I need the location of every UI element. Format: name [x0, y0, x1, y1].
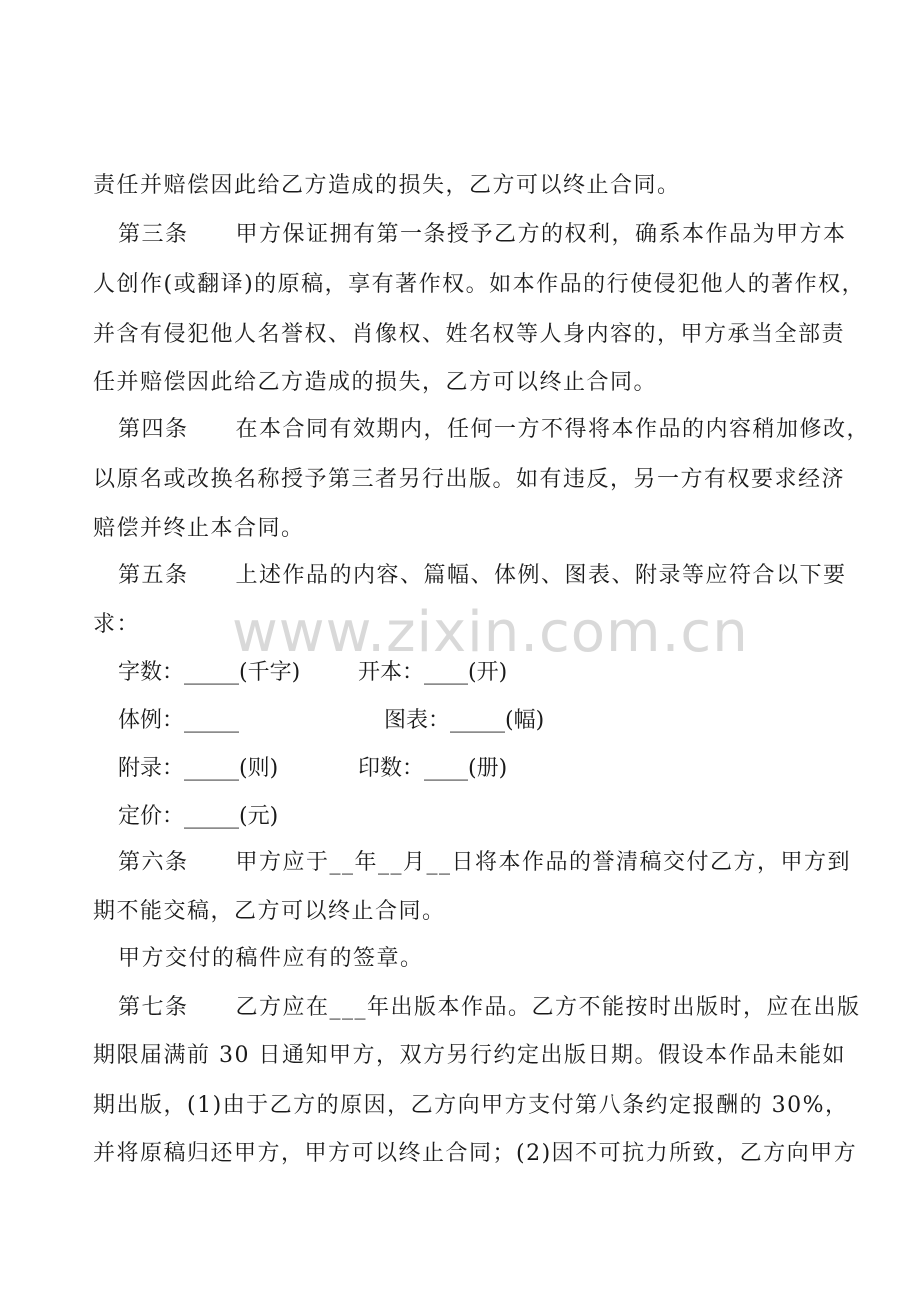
article-7-heading-line: 第七条 乙方应在___年出版本作品。乙方不能按时出版时，应在出版: [118, 995, 861, 1020]
appendix-field: 附录：_____(则): [118, 756, 279, 781]
article-4-heading-line: 第四条 在本合同有效期内，任何一方不得将本作品的内容稍加修改，: [118, 417, 871, 442]
article-5-heading-line: 第五条 上述作品的内容、篇幅、体例、图表、附录等应符合以下要: [118, 563, 847, 588]
article-3-heading-line: 第三条 甲方保证拥有第一条授予乙方的权利，确系本作品为甲方本: [118, 222, 847, 247]
paragraph-line: 求：: [93, 612, 141, 637]
charts-field: 图表：_____(幅): [384, 708, 545, 733]
paragraph-line: 期不能交稿，乙方可以终止合同。: [93, 899, 446, 924]
word-count-field: 字数：_____(千字): [118, 660, 301, 685]
paragraph-line: 任并赔偿因此给乙方造成的损失，乙方可以终止合同。: [93, 370, 658, 395]
watermark: www.zixin.com.cn: [232, 600, 749, 665]
paragraph-line: 并含有侵犯他人名誉权、肖像权、姓名权等人身内容的，甲方承当全部责: [93, 322, 846, 347]
paragraph-line: 期出版，(1)由于乙方的原因，乙方向甲方支付第八条约定报酬的 30%，: [93, 1093, 849, 1118]
paragraph-line: 以原名或改换名称授予第三者另行出版。如有违反，另一方有权要求经济: [93, 467, 846, 492]
paragraph-line: 并将原稿归还甲方，甲方可以终止合同；(2)因不可抗力所致，乙方向甲方: [93, 1141, 858, 1166]
style-field: 体例：_____: [118, 708, 240, 733]
paragraph-line: 赔偿并终止本合同。: [93, 516, 305, 541]
article-6-heading-line: 第六条 甲方应于__年__月__日将本作品的誉清稿交付乙方，甲方到: [118, 850, 852, 875]
paragraph-line: 责任并赔偿因此给乙方造成的损失，乙方可以终止合同。: [93, 173, 681, 198]
paragraph-line: 人创作(或翻译)的原稿，享有著作权。如本作品的行使侵犯他人的著作权，: [93, 272, 866, 297]
price-field: 定价：_____(元): [118, 804, 279, 829]
print-run-field: 印数：____(册): [358, 756, 508, 781]
paragraph-line: 期限届满前 30 日通知甲方，双方另行约定出版日期。假设本作品未能如: [93, 1043, 846, 1068]
format-field: 开本：____(开): [358, 660, 508, 685]
paragraph-line: 甲方交付的稿件应有的签章。: [118, 946, 424, 971]
